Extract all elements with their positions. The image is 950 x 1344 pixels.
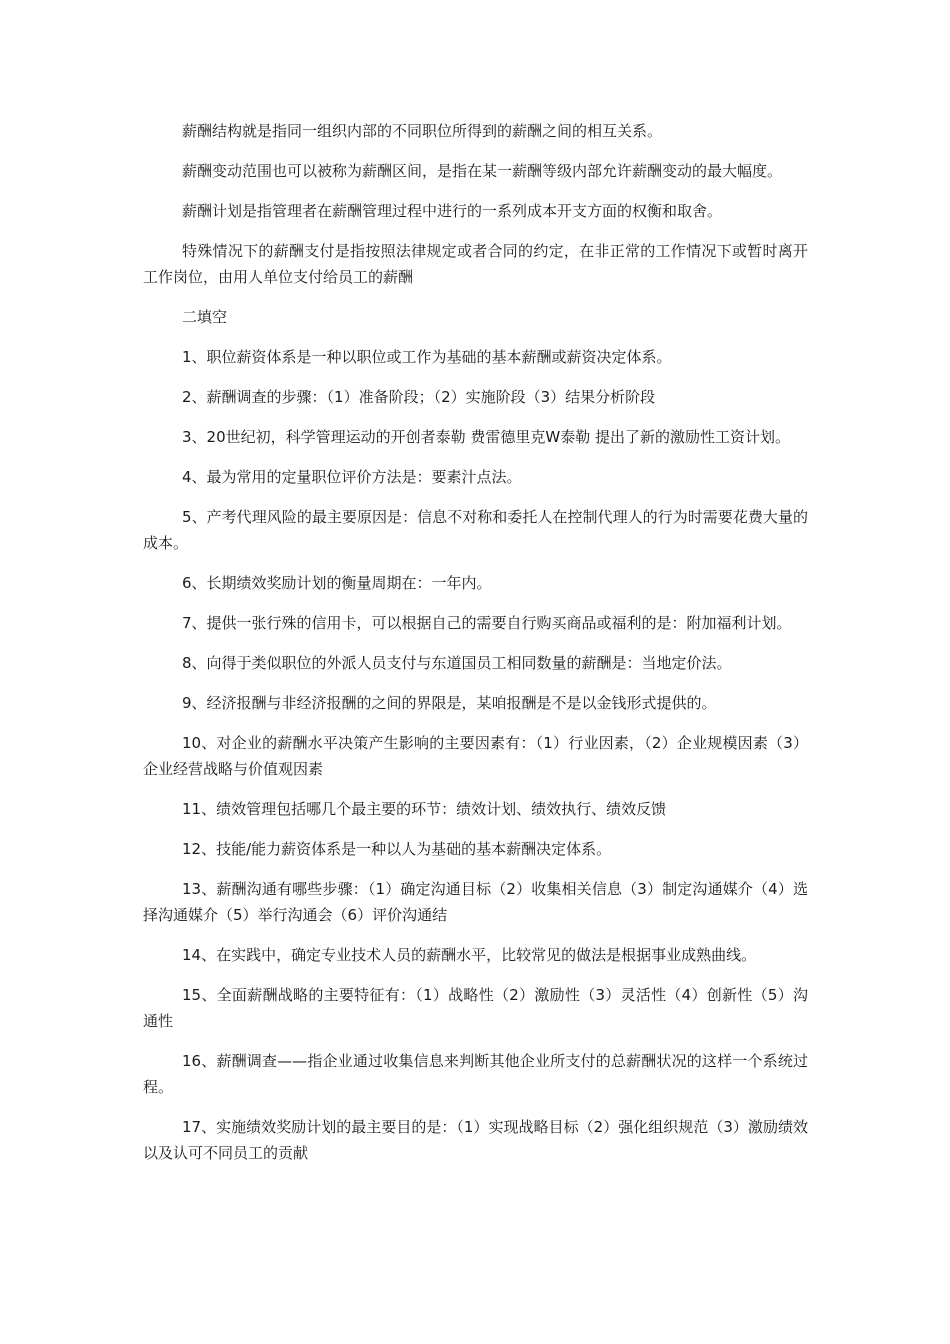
- list-item-1: 1、职位薪资体系是一种以职位或工作为基础的基本薪酬或薪资决定体系。: [182, 348, 672, 366]
- list-item-11: 11、绩效管理包括哪几个最主要的环节：绩效计划、绩效执行、绩效反馈: [182, 800, 667, 818]
- section-heading-fill-in: 二填空: [182, 308, 228, 326]
- definition-special-payment: 特殊情况下的薪酬支付是指按照法律规定或者合同的约定，在非正常的工作情况下或暂时离开工作岗位，由用人单位支付给员工的薪酬: [143, 242, 808, 286]
- list-item-5: 5、产考代理风险的最主要原因是：信息不对称和委托人在控制代理人的行为时需要花费大量的成本。: [143, 508, 808, 552]
- list-item-9: 9、经济报酬与非经济报酬的之间的界限是，某咱报酬是不是以金钱形式提供的。: [182, 694, 717, 712]
- list-item-14: 14、在实践中，确定专业技术人员的薪酬水平，比较常见的做法是根据事业成熟曲线。: [182, 946, 757, 964]
- definition-salary-plan: 薪酬计划是指管理者在薪酬管理过程中进行的一系列成本开支方面的权衡和取舍。: [182, 202, 723, 220]
- list-item-2: 2、薪酬调查的步骤：（1）准备阶段；（2）实施阶段（3）结果分析阶段: [182, 388, 656, 406]
- definition-salary-range: 薪酬变动范围也可以被称为薪酬区间，是指在某一薪酬等级内部允许薪酬变动的最大幅度。: [182, 162, 783, 180]
- list-item-7: 7、提供一张行殊的信用卡，可以根据自己的需要自行购买商品或福利的是：附加福利计划。: [182, 614, 792, 632]
- list-item-3: 3、20世纪初，科学管理运动的开创者泰勒 费雷德里克W泰勒 提出了新的激励性工资计划。: [182, 428, 791, 446]
- definition-salary-structure: 薪酬结构就是指同一组织内部的不同职位所得到的薪酬之间的相互关系。: [182, 122, 663, 140]
- list-item-15: 15、全面薪酬战略的主要特征有：（1）战略性（2）激励性（3）灵活性（4）创新性（5）沟通性: [143, 986, 808, 1030]
- list-item-10: 10、对企业的薪酬水平决策产生影响的主要因素有：（1）行业因素，（2）企业规模因素（3）企业经营战略与价值观因素: [143, 734, 808, 778]
- list-item-4: 4、最为常用的定量职位评价方法是：要素汁点法。: [182, 468, 522, 486]
- list-item-6: 6、长期绩效奖励计划的衡量周期在：一年内。: [182, 574, 492, 592]
- list-item-8: 8、向得于类似职位的外派人员支付与东道国员工相同数量的薪酬是：当地定价法。: [182, 654, 732, 672]
- document-body: [143, 118, 808, 1180]
- list-item-12: 12、技能/能力薪资体系是一种以人为基础的基本薪酬决定体系。: [182, 840, 612, 858]
- list-item-16: 16、薪酬调查——指企业通过收集信息来判断其他企业所支付的总薪酬状况的这样一个系统过程。: [143, 1052, 808, 1096]
- list-item-17: 17、实施绩效奖励计划的最主要目的是：（1）实现战略目标（2）强化组织规范（3）激励绩效以及认可不同员工的贡献: [143, 1118, 808, 1162]
- list-item-13: 13、薪酬沟通有哪些步骤：（1）确定沟通目标（2）收集相关信息（3）制定沟通媒介（4）选择沟通媒介（5）举行沟通会（6）评价沟通结: [143, 880, 808, 924]
